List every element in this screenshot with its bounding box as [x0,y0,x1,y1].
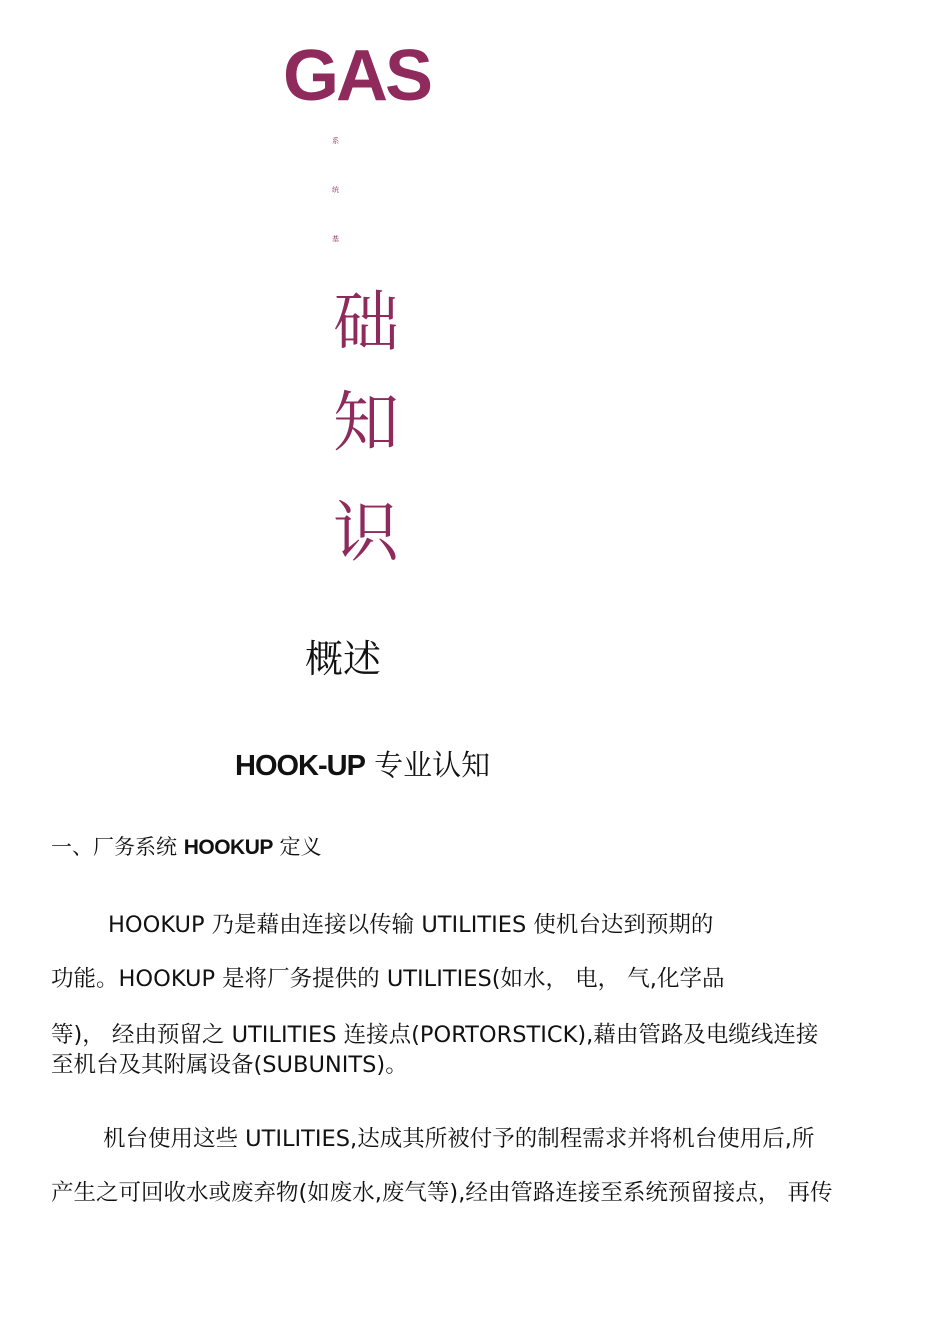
cover-small-char: 基 [332,235,339,243]
cover-small-char: 统 [332,186,339,194]
subtitle-rest: 专业认知 [364,748,491,782]
cover-big-char: 知 [333,384,399,461]
cover-big-char: 础 [333,284,399,361]
section-heading: 概述 [305,637,382,681]
paragraph-line: 功能。HOOKUP 是将厂务提供的 UTILITIES(如水， 电， 气,化学品 [51,966,725,992]
paragraph-line: 产生之可回收水或废弃物(如废水,废气等),经由管路连接至系统预留接点， 再传 [51,1180,833,1206]
paragraph-line: 等)， 经由预留之 UTILITIES 连接点(PORTORSTICK),藉由管路及电缆线连接 [51,1022,819,1048]
cover-small-char: 系 [332,137,339,145]
subtitle [235,746,490,785]
paragraph-line: 至机台及其附属设备(SUBUNITS)。 [51,1052,408,1078]
paragraph-line: HOOKUP 乃是藉由连接以传输 UTILITIES 使机台达到预期的 [108,912,714,938]
paragraph-line: 机台使用这些 UTILITIES,达成其所被付予的制程需求并将机台使用后,所 [103,1126,815,1152]
definition-heading-prefix: 一、厂务系统 [51,835,184,859]
definition-heading-suffix: 定义 [272,835,322,859]
subtitle-bold: HOOK-UP [235,750,365,782]
cover-big-char: 识 [333,494,399,571]
definition-heading-bold: HOOKUP [183,836,273,859]
cover-title: GAS [283,36,431,116]
definition-heading [51,832,322,863]
